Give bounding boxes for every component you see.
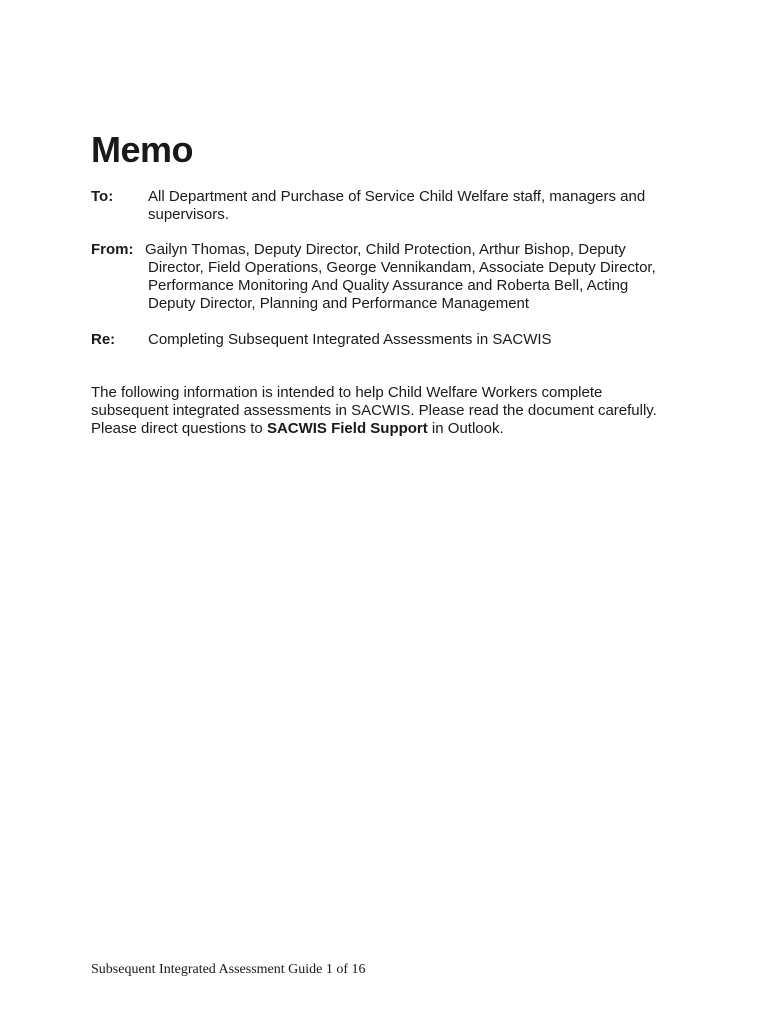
from-line-2: Director, Field Operations, George Vennikandam, Associate Deputy Director, — [148, 259, 656, 276]
body-line-3 — [91, 420, 691, 438]
from-line-4: Deputy Director, Planning and Performance Management — [148, 295, 530, 312]
to-label: To: — [91, 188, 114, 205]
from-value — [145, 241, 688, 313]
from-label: From: — [91, 241, 134, 258]
sacwis-field-support-text: SACWIS Field Support — [266, 420, 428, 437]
page-footer: Subsequent Integrated Assessment Guide 1 of 16 — [91, 962, 366, 977]
to-line-1: All Department and Purchase of Service Child Welfare staff, managers and — [148, 188, 646, 205]
re-label: Re: — [91, 331, 116, 348]
memo-title: Memo — [91, 129, 194, 170]
re-line-1: Completing Subsequent Integrated Assessments in SACWIS — [148, 331, 552, 348]
body-line-1: The following information is intended to help Child Welfare Workers complete — [91, 384, 603, 401]
from-line-3: Performance Monitoring And Quality Assurance and Roberta Bell, Acting — [148, 277, 629, 294]
body-line-2: subsequent integrated assessments in SACWIS. Please read the document carefully. — [91, 402, 657, 419]
re-value — [148, 331, 688, 349]
body-paragraph — [91, 384, 691, 438]
to-value — [148, 188, 688, 224]
to-line-2: supervisors. — [148, 206, 229, 223]
from-line-1: Gailyn Thomas, Deputy Director, Child Protection, Arthur Bishop, Deputy — [145, 241, 626, 258]
body-line-3-suffix: in Outlook. — [427, 420, 504, 437]
body-line-3-prefix: Please direct questions to — [91, 420, 267, 437]
